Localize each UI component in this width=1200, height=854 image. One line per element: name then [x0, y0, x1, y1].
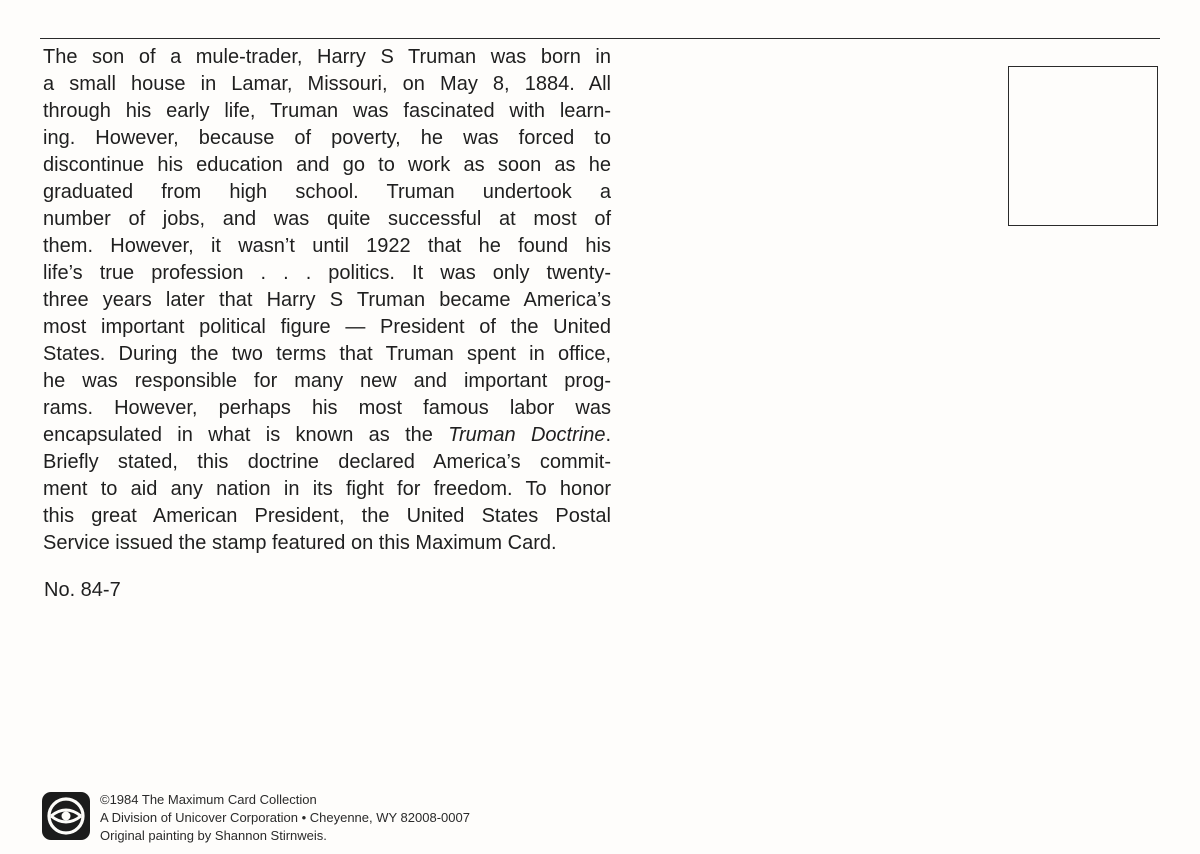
- text-line: through his early life, Truman was fascinated with learn-: [43, 100, 611, 122]
- text-line: three years later that Harry S Truman became America’s: [43, 289, 611, 311]
- text-segment: .: [605, 424, 612, 446]
- stamp-placement-box: [1008, 66, 1158, 226]
- top-divider: [40, 38, 1160, 39]
- publisher-line: A Division of Unicover Corporation • Cheyenne, WY 82008-0007: [100, 810, 470, 825]
- text-line: Service issued the stamp featured on this Maximum Card.: [43, 532, 557, 554]
- credits: [100, 791, 470, 845]
- card-number: No. 84-7: [44, 579, 121, 601]
- text-line: rams. However, perhaps his most famous labor was: [43, 397, 611, 419]
- text-line: ment to aid any nation in its fight for freedom. To honor: [43, 478, 611, 500]
- text-line: a small house in Lamar, Missouri, on May 8, 1884. All: [43, 73, 611, 95]
- text-line: ing. However, because of poverty, he was forced to: [43, 127, 611, 149]
- text-line: Briefly stated, this doctrine declared America’s commit-: [43, 451, 611, 473]
- copyright-line: ©1984 The Maximum Card Collection: [100, 792, 317, 807]
- logo-graphic: [42, 792, 90, 840]
- text-line: this great American President, the United States Postal: [43, 505, 611, 527]
- text-line: most important political figure — President of the United: [43, 316, 611, 338]
- biography-text: [43, 44, 611, 557]
- text-line: States. During the two terms that Truman spent in office,: [43, 343, 611, 365]
- text-line: The son of a mule-trader, Harry S Truman was born in: [43, 46, 611, 68]
- text-line: them. However, it wasn’t until 1922 that he found his: [43, 235, 611, 257]
- text-segment: encapsulated in what is known as the: [43, 424, 449, 446]
- text-line: discontinue his education and go to work as soon as he: [43, 154, 611, 176]
- text-line: life’s true profession . . . politics. It was only twenty-: [43, 262, 611, 284]
- text-line: graduated from high school. Truman undertook a: [43, 181, 611, 203]
- artist-credit-line: Original painting by Shannon Stirnweis.: [100, 828, 327, 843]
- doctrine-title: Truman Doctrine: [448, 424, 606, 446]
- text-line: number of jobs, and was quite successful at most of: [43, 208, 611, 230]
- text-line: he was responsible for many new and important prog-: [43, 370, 611, 392]
- text-line-doctrine: [43, 422, 611, 449]
- maximum-card-logo-icon: [42, 792, 90, 840]
